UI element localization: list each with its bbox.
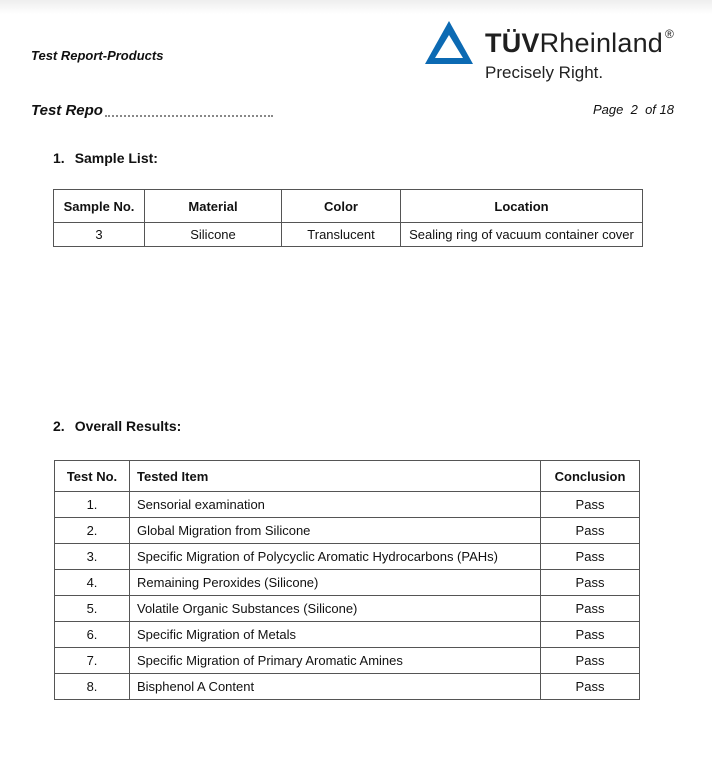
overall-results-table	[54, 460, 640, 700]
test-no-cell: 6.	[55, 622, 130, 648]
tuv-rheinland-logo	[424, 20, 684, 86]
tested-item-cell: Volatile Organic Substances (Silicone)	[130, 596, 541, 622]
brand-tagline: Precisely Right.	[485, 63, 604, 82]
report-title	[31, 102, 273, 119]
column-header-tested-item: Tested Item	[130, 461, 541, 492]
triangle-logo-icon	[424, 20, 474, 66]
report-type-label: Test Report-Products	[31, 48, 164, 63]
brand-name	[485, 27, 674, 59]
conclusion-cell: Pass	[541, 622, 640, 648]
column-header-color: Color	[282, 190, 401, 223]
section-number: 2.	[53, 418, 65, 434]
page-of: of	[645, 102, 656, 117]
color-cell: Translucent	[282, 223, 401, 247]
test-no-cell: 7.	[55, 648, 130, 674]
conclusion-cell: Pass	[541, 596, 640, 622]
column-header-test-no: Test No.	[55, 461, 130, 492]
conclusion-cell: Pass	[541, 544, 640, 570]
sample-list-heading	[53, 150, 158, 166]
table-row	[55, 518, 640, 544]
report-title-text: Test Repo	[31, 102, 103, 119]
tested-item-cell: Specific Migration of Polycyclic Aromatic Hydrocarbons (PAHs)	[130, 544, 541, 570]
section-title: Overall Results:	[74, 418, 182, 434]
page-current: 2	[630, 102, 638, 117]
table-row	[55, 622, 640, 648]
column-header-material: Material	[145, 190, 282, 223]
registered-mark: ®	[665, 27, 675, 41]
location-cell: Sealing ring of vacuum container cover	[401, 223, 643, 247]
section-number: 1.	[53, 150, 65, 166]
tested-item-cell: Specific Migration of Primary Aromatic Amines	[130, 648, 541, 674]
brand-name-bold: TÜV	[485, 28, 540, 58]
test-no-cell: 1.	[55, 492, 130, 518]
conclusion-cell: Pass	[541, 674, 640, 700]
sample-no-cell: 3	[54, 223, 145, 247]
table-row	[55, 596, 640, 622]
page-label: Page	[592, 102, 624, 117]
conclusion-cell: Pass	[541, 570, 640, 596]
sample-list-table	[53, 189, 643, 247]
table-header-row	[54, 190, 643, 223]
top-edge-shadow	[0, 0, 712, 14]
test-no-cell: 4.	[55, 570, 130, 596]
page-indicator	[593, 102, 674, 117]
brand-name-regular: Rheinland	[539, 28, 664, 58]
page-total: 18	[659, 102, 674, 117]
column-header-location: Location	[401, 190, 643, 223]
conclusion-cell: Pass	[541, 492, 640, 518]
overall-results-heading	[53, 418, 181, 434]
test-no-cell: 2.	[55, 518, 130, 544]
table-row	[54, 223, 643, 247]
column-header-conclusion: Conclusion	[541, 461, 640, 492]
tested-item-cell: Bisphenol A Content	[130, 674, 541, 700]
test-no-cell: 5.	[55, 596, 130, 622]
table-header-row	[55, 461, 640, 492]
tested-item-cell: Sensorial examination	[130, 492, 541, 518]
section-title: Sample List:	[74, 150, 158, 166]
table-row	[55, 674, 640, 700]
table-row	[55, 544, 640, 570]
redacted-report-number	[105, 105, 273, 117]
table-row	[55, 648, 640, 674]
tested-item-cell: Remaining Peroxides (Silicone)	[130, 570, 541, 596]
tested-item-cell: Global Migration from Silicone	[130, 518, 541, 544]
conclusion-cell: Pass	[541, 518, 640, 544]
test-no-cell: 8.	[55, 674, 130, 700]
table-row	[55, 492, 640, 518]
tested-item-cell: Specific Migration of Metals	[130, 622, 541, 648]
conclusion-cell: Pass	[541, 648, 640, 674]
material-cell: Silicone	[145, 223, 282, 247]
column-header-sample-no: Sample No.	[54, 190, 145, 223]
test-no-cell: 3.	[55, 544, 130, 570]
table-row	[55, 570, 640, 596]
